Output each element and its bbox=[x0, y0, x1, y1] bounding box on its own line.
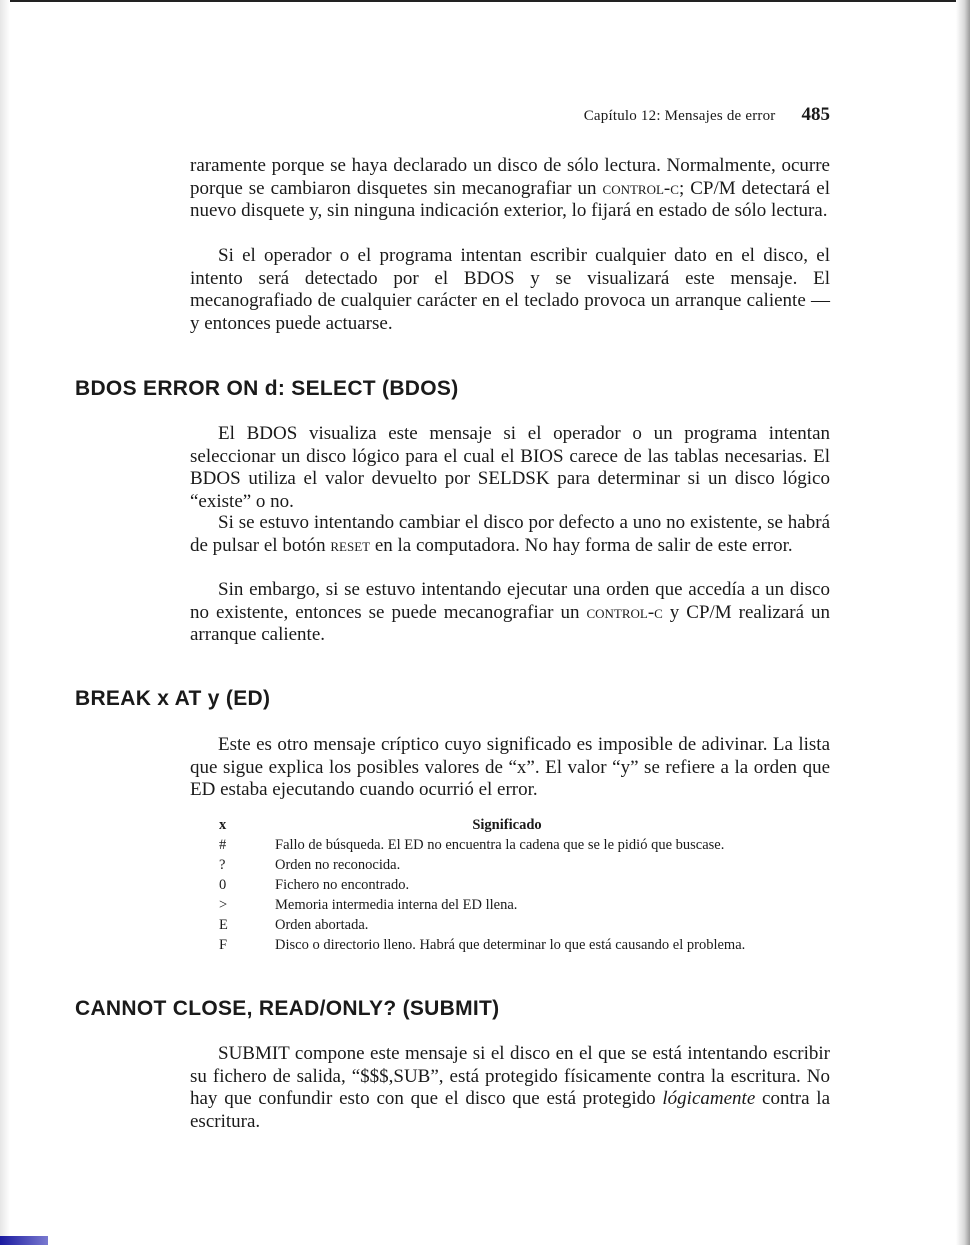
cannot-close-text-a: SUBMIT compone este mensaje si el disco en el que se está intentando escribir su fichero de salida, “$$$,SUB”, está protegido físicamente contra la escritura. No hay que confundir esto con que el disco que está protegido bbox=[190, 1043, 830, 1109]
table-cell-x: E bbox=[219, 917, 228, 933]
cannot-close-paragraph-1 bbox=[190, 1043, 830, 1133]
reset-keyname: reset bbox=[330, 534, 371, 556]
table-cell-meaning: Disco o directorio lleno. Habrá que determinar lo que está causando el problema. bbox=[275, 937, 746, 953]
table-cell-meaning: Fichero no encontrado. bbox=[275, 877, 410, 893]
chapter-title: Capítulo 12: Mensajes de error bbox=[583, 108, 776, 124]
table-row bbox=[219, 935, 839, 955]
table-row bbox=[219, 895, 839, 915]
running-head bbox=[480, 104, 830, 126]
heading-break-at: BREAK x AT y (ED) bbox=[75, 687, 271, 710]
control-c-keyname: control-c bbox=[602, 177, 679, 199]
heading-bdos-error: BDOS ERROR ON d: SELECT (BDOS) bbox=[75, 377, 459, 400]
table-cell-meaning: Fallo de búsqueda. El ED no encuentra la cadena que se le pidió que buscase. bbox=[275, 837, 725, 853]
table-row bbox=[219, 855, 839, 875]
table-cell-x: # bbox=[219, 837, 227, 853]
ed-error-table bbox=[219, 815, 839, 955]
break-paragraph-1: Este es otro mensaje críptico cuyo significado es imposible de adivinar. La lista que sigue explica los posibles valores de “x”. El valor “y” se refiere a la orden que ED estaba ejecutando cuando ocurrió el error. bbox=[190, 734, 830, 800]
table-header-meaning: Significado bbox=[472, 817, 542, 833]
table-cell-meaning: Orden abortada. bbox=[275, 917, 369, 933]
bdos-p3-text-b: y CP/M realizará un arranque caliente. bbox=[190, 601, 830, 645]
table-cell-x: 0 bbox=[219, 877, 227, 893]
table-header-x: x bbox=[219, 817, 227, 833]
bdos-p2-text-a: Si se estuvo intentando cambiar el disco por defecto a uno no existente, se habrá de pulsar el botón bbox=[190, 512, 830, 556]
table-cell-x: ? bbox=[219, 857, 226, 873]
scan-border-top bbox=[0, 0, 970, 2]
table-row bbox=[219, 875, 839, 895]
bdos-p3-text-a: Sin embargo, si se estuvo intentando ejecutar una orden que accedía a un disco no existente, entonces se puede mecanografiar un bbox=[190, 579, 830, 623]
bdos-p2-text-b: en la computadora. No hay forma de salir de este error. bbox=[370, 534, 793, 556]
bdos-paragraph-3 bbox=[190, 579, 830, 647]
intro-p1-text-b: ; CP/M detectará el nuevo disquete y, sin ninguna indicación exterior, lo fijará en estado de sólo lectura. bbox=[190, 177, 830, 221]
scan-shadow-left bbox=[0, 0, 10, 1245]
page-binding-edge bbox=[956, 0, 970, 1245]
intro-p1-text-a: raramente porque se haya declarado un disco de sólo lectura. Normalmente, ocurre porque se cambiaron disquetes sin mecanografiar un bbox=[190, 155, 830, 199]
cannot-close-text-b: contra la escritura. bbox=[190, 1088, 831, 1132]
table-cell-meaning: Memoria intermedia interna del ED llena. bbox=[275, 897, 518, 913]
scan-color-mark bbox=[0, 1236, 48, 1245]
page-number: 485 bbox=[801, 104, 830, 125]
table-cell-meaning: Orden no reconocida. bbox=[275, 857, 401, 873]
intro-paragraph-1 bbox=[190, 155, 830, 223]
table-cell-x: F bbox=[219, 937, 228, 953]
table-cell-x: > bbox=[219, 897, 228, 913]
table-row bbox=[219, 835, 839, 855]
emphasis-logicamente: lógicamente bbox=[662, 1088, 756, 1109]
bdos-paragraph-2 bbox=[190, 512, 830, 557]
heading-cannot-close: CANNOT CLOSE, READ/ONLY? (SUBMIT) bbox=[75, 997, 500, 1020]
control-c-keyname: control-c bbox=[586, 601, 663, 623]
intro-paragraph-2: Si el operador o el programa intentan escribir cualquier dato en el disco, el intento será detectado por el BDOS y se visualizará este mensaje. El mecanografiado de cualquier carácter en el teclado provoca un arranque caliente —y entonces puede actuarse. bbox=[190, 245, 830, 334]
table-row bbox=[219, 915, 839, 935]
table-header-row bbox=[219, 815, 839, 835]
bdos-paragraph-1: El BDOS visualiza este mensaje si el operador o un programa intentan seleccionar un disco lógico para el cual el BIOS carece de las tablas necesarias. El BDOS utiliza el valor devuelto por SELDSK para determinar si un disco lógico “existe” o no. bbox=[190, 423, 830, 512]
